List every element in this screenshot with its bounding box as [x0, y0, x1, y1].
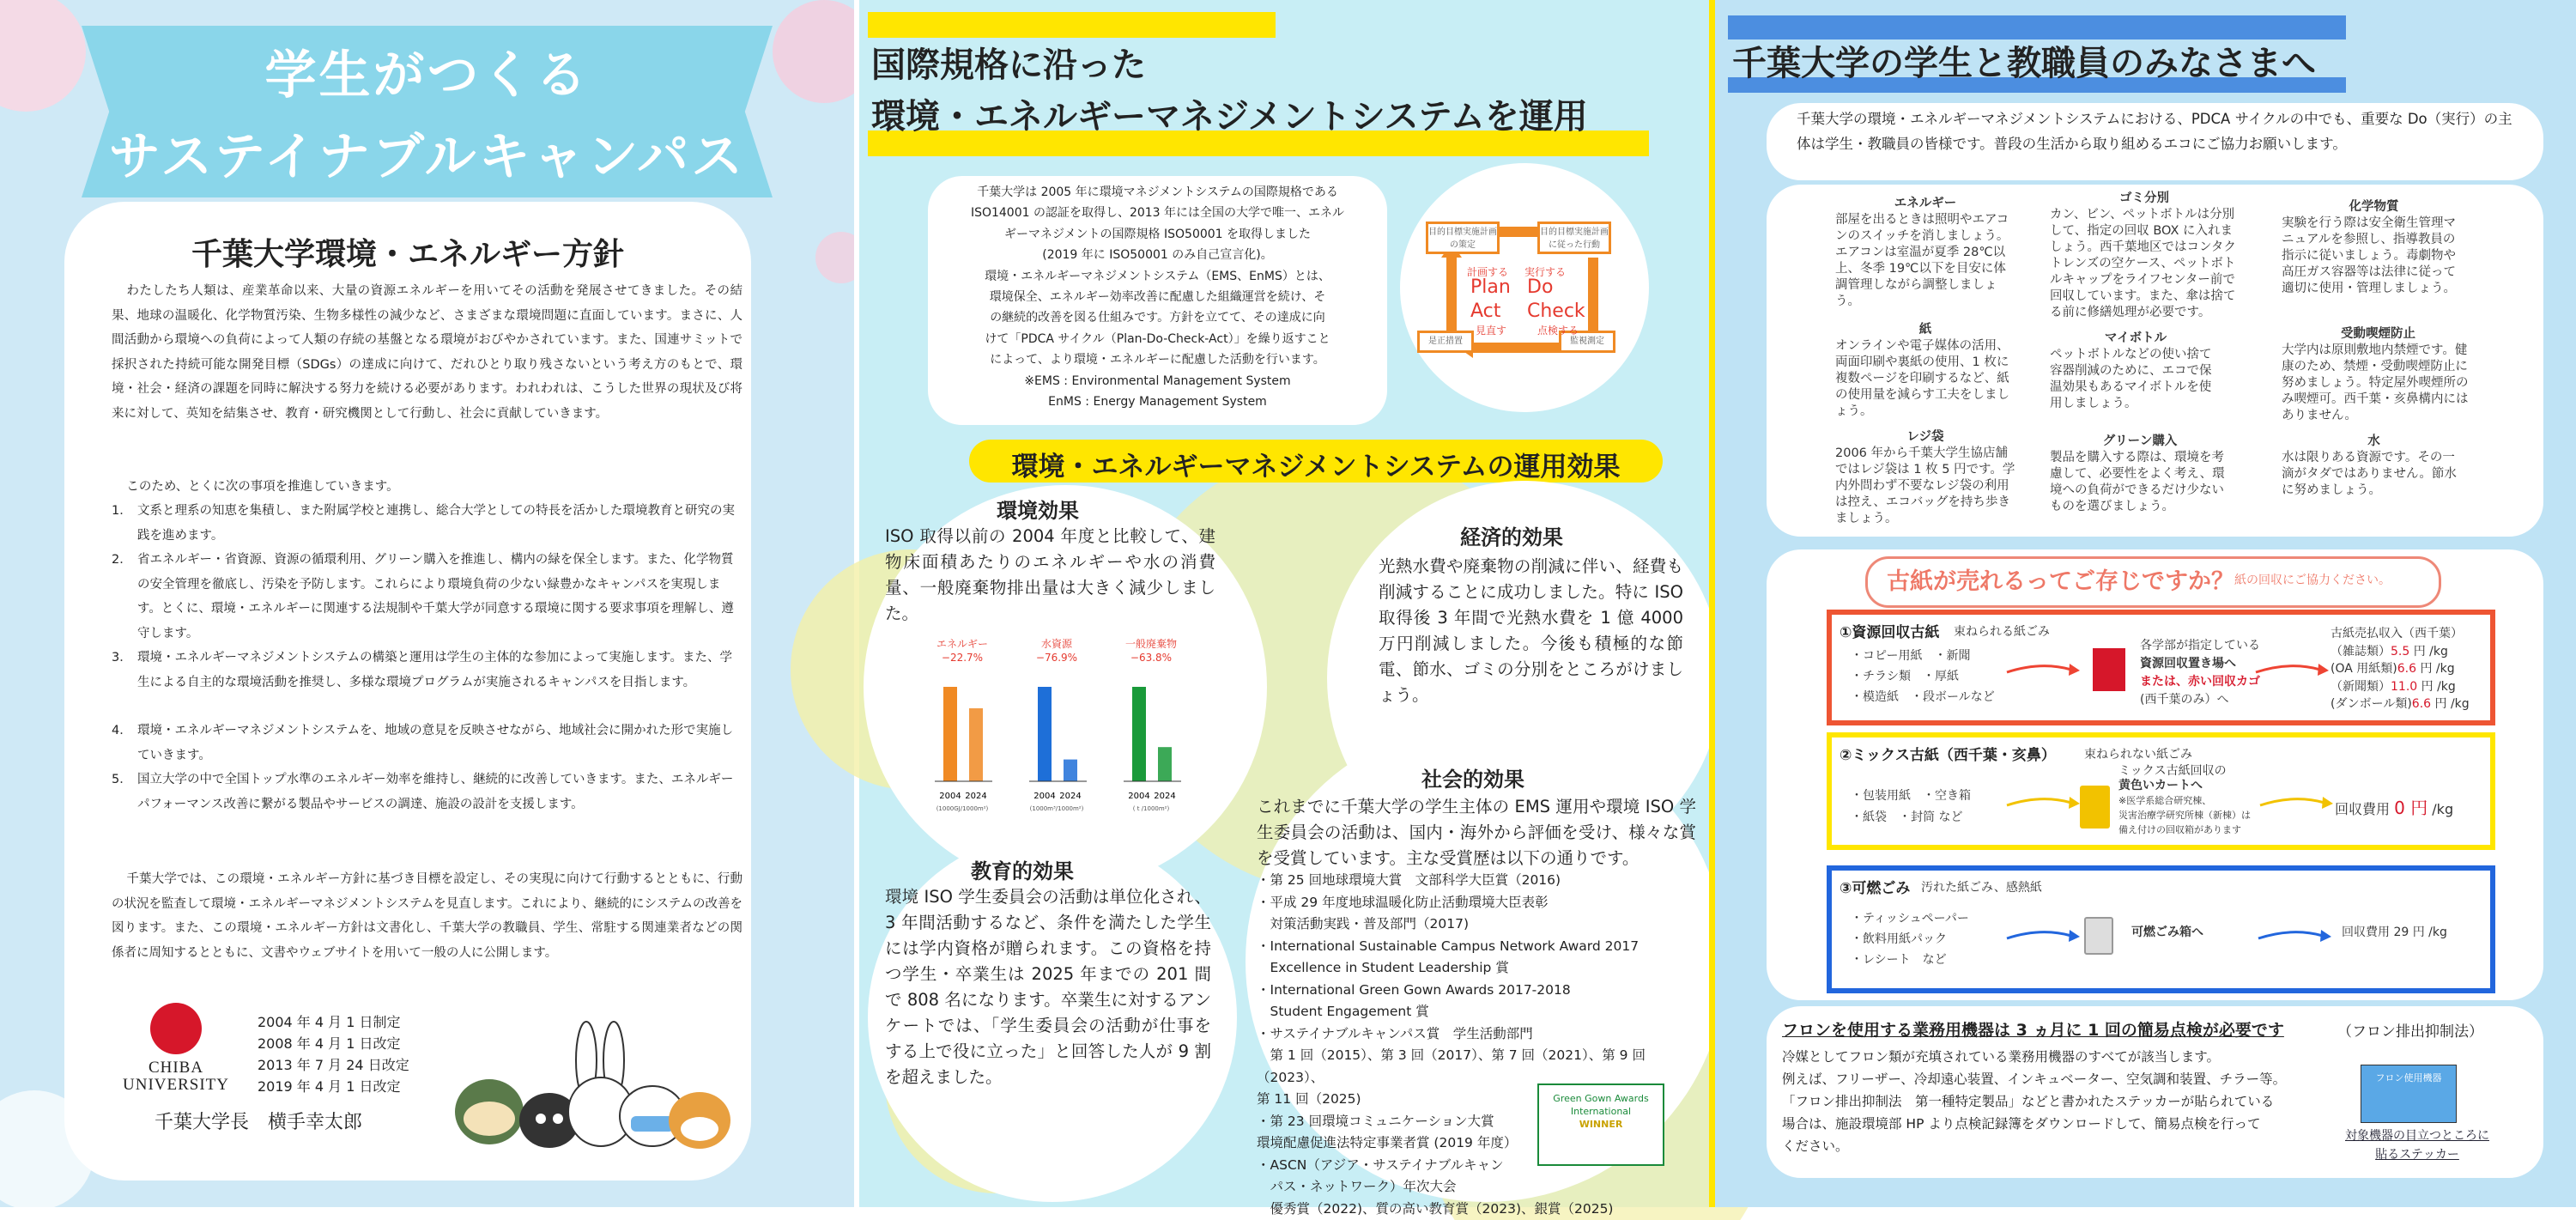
eco-tip-title: マイボトル	[2050, 331, 2221, 347]
policy-item-num: 4．	[112, 719, 132, 744]
university-seal-icon	[150, 1003, 202, 1054]
r2-item: ・包装用紙 ・空き箱	[1851, 786, 1971, 807]
r1-item: ・コピー用紙 ・新聞	[1851, 646, 1995, 666]
r2-head: ②ミックス古紙（西千葉・亥鼻）	[1840, 743, 2056, 764]
policy-item-num: 1．	[112, 499, 132, 524]
policy-intro: わたしたち人類は、産業革命以来、大量の資源エネルギーを用いてその活動を発展させてきました。その結果、地球の温暖化、化学物質汚染、生物多様性の減少など、さまざまな環境問題に直面しています。まさに、人間活動から環境への負荷によって人類の存続の基盤となる環境がおびやかされています。また、国連サミットで採択された持続可能な開発目標（SDGs）の達成に向けて、だれひとり取り残さないという考え方のもとで、環境・社会・経済の課題を同時に解決する努力を続ける必要があります。われわれは、こうした世界の現状及び将来に対して、英知を結集させ、教育・研究機関として行動し、社会に貢献していきます。	[112, 279, 742, 426]
r2-items	[1851, 786, 1971, 829]
award-line: ・サステイナブルキャンパス賞 学生活動部門	[1257, 1023, 1703, 1046]
r1-price-row: (OA 用紙類)6.6 円 /kg	[2331, 660, 2470, 678]
page-title-line-1: 国際規格に沿った	[871, 38, 1146, 87]
r1-price-row: （新聞類）11.0 円 /kg	[2331, 678, 2470, 696]
mascot-characters	[442, 1009, 734, 1155]
eco-tip-text: カン、ビン、ペットボトルは分別して、指定の回収 BOX に入れましょう。西千葉地区ではコンタクトレンズの空ケース、ペットボトルキャップをライフセンター前で回収しています。また、傘は捨てる前に修繕処理が必要です。	[2050, 208, 2236, 319]
arrow-icon	[2003, 923, 2080, 949]
r1-head: ①資源回収古紙	[1840, 620, 1939, 641]
eco-tip-title: 水	[2282, 434, 2466, 450]
policy-item-num: 5．	[112, 768, 132, 792]
eco-tip-chemicals	[2282, 199, 2466, 297]
env-effect-title: 環境効果	[997, 494, 1079, 524]
env-effect-charts	[919, 635, 1203, 816]
r3-item: ・レシート など	[1851, 950, 1969, 970]
about-line: EnMS : Energy Management System	[936, 391, 1379, 412]
r2-destination	[2118, 764, 2251, 837]
freon-sticker: フロン使用機器	[2361, 1065, 2457, 1123]
about-line: によって、より環境・エネルギーに配慮した活動を行います。	[936, 349, 1379, 370]
arrow-icon	[2254, 923, 2331, 949]
eco-tip-water	[2282, 434, 2466, 499]
r3-item: ・ティッシュペーパー	[1851, 908, 1969, 929]
award-logo-line: WINNER	[1539, 1118, 1663, 1131]
policy-item: 環境・エネルギーマネジメントシステムを、地域の意見を反映させながら、地域社会に開かれた形で実施していきます。	[137, 719, 742, 768]
eco-tip-text: 2006 年から千葉大学生協店舗ではレジ袋は 1 枚 5 円です。学内外問わず不要なレジ袋の利用は控え、エコバッグを持ち歩きましょう。	[1835, 446, 2015, 525]
about-line: 環境保全、エネルギー効率改善に配慮した組織運営を続け、そ	[936, 287, 1379, 307]
award-line: Student Engagement 賞	[1257, 1001, 1703, 1023]
freon-title: フロンを使用する業務用機器は 3 ヵ月に 1 回の簡易点検が必要です	[1782, 1017, 2284, 1041]
recycle-basket-icon	[2093, 648, 2125, 691]
eco-tip-text: 製品を購入する際は、環境を考慮して、必要性をよく考え、環境への負荷ができるだけ少ないものを選びましょう。	[2050, 451, 2225, 513]
r3-head: ③可燃ごみ	[1840, 876, 1910, 897]
policy-item: 環境・エネルギーマネジメントシステムの構築と運用は学生の主体的な参加によって実施します。また、学生による自主的な環境活動を推奨し、多様な環境プログラムが実施されるキャンパスを目指します。	[137, 646, 742, 695]
pdca-box-do: 目的目標実施計画に従った行動	[1537, 222, 1611, 254]
award-line: ・International Green Gown Awards 2017-2018	[1257, 980, 1703, 1002]
freon-title-sub: （フロン排出抑制法）	[2337, 1019, 2483, 1041]
policy-item-num: 2．	[112, 548, 132, 573]
recycle-subtitle: 紙の回収にご協力ください。	[2234, 571, 2391, 588]
env-chart-bar-2004	[1038, 687, 1052, 781]
recycle-title: 古紙が売れるってご存じですか？	[1887, 562, 2234, 596]
freon-line: 「フロン排出抑制法 第一種特定製品」などと書かれたステッカーが貼られている	[1782, 1090, 2286, 1113]
policy-closing: 千葉大学では、この環境・エネルギー方針に基づき目標を設定し、その実現に向けて行動するとともに、行動の状況を監査して環境・エネルギーマネジメントシステムを見直します。これにより、継続的にシステムの改善を図ります。また、この環境・エネルギー方針は文書化し、千葉大学の教職員、学生、常駐する関連業者などの関係者に周知するとともに、文書やウェブサイトを用いて一般の人に公開します。	[112, 867, 742, 965]
about-line: ギーマネジメントの国際規格 ISO50001 を取得しました	[936, 224, 1379, 245]
about-line: ISO14001 の認証を取得し、2013 年には全国の大学で唯一、エネル	[936, 203, 1379, 223]
econ-effect-title: 経済的効果	[1460, 520, 1563, 550]
freon-line: ください。	[1782, 1135, 2286, 1157]
policy-dates	[258, 1011, 409, 1097]
about-line: 千葉大学は 2005 年に環境マネジメントシステムの国際規格である	[936, 182, 1379, 203]
env-chart-label: エネルギー	[936, 638, 988, 650]
eco-tip-mybottle	[2050, 331, 2221, 412]
policy-panel	[0, 0, 854, 1207]
eco-tip-title: レジ袋	[1835, 429, 2015, 446]
arrow-icon	[2252, 657, 2329, 683]
edu-effect-text: 環境 ISO 学生委員会の活動は単位化され、3 年間活動するなど、条件を満たした学生には学内資格が贈られます。この資格を持つ学生・卒業生は 2025 年までの 201 間で 808 名になります。卒業生に対するアンケートでは、「学生委員会の活動が仕事をする上で役に立った」と回答した人が 9 割を超えました。	[885, 884, 1211, 1090]
env-chart-bar-2024	[1064, 760, 1077, 781]
caption-line: 対象機器の目立つところに	[2331, 1126, 2503, 1145]
eco-tip-title: 紙	[1835, 322, 2015, 338]
logo-line-2: UNIVERSITY	[116, 1077, 236, 1094]
env-chart-change: −22.7%	[942, 652, 983, 664]
r1-price-row: (ダンボール類)6.6 円 /kg	[2331, 695, 2470, 713]
panel-divider	[1709, 0, 1715, 1207]
eco-tip-text: 水は限りある資源です。その一滴がタダではありません。節水に努めましょう。	[2282, 451, 2457, 497]
econ-effect-text: 光熱水費や廃棄物の削減に伴い、経費も削減することに成功しました。特に ISO 取得後 3 年間で光熱水費を 1 億 4000 万円削減しました。今後も積極的な節電、節水、ゴミの分別をところがけましょう。	[1379, 554, 1683, 708]
r1-dest-line: (西千葉のみ）へ	[2140, 691, 2260, 709]
r2-dest-line: ミックス古紙回収の	[2118, 764, 2251, 779]
policy-item: 文系と理系の知恵を集積し、また附属学校と連携し、総合大学としての特長を活かした環境教育と研究の実践を進めます。	[137, 499, 742, 548]
eco-tip-sorting	[2050, 191, 2239, 321]
pdca-plan: Plan	[1470, 276, 1511, 298]
university-logo	[116, 1059, 236, 1094]
r1-item: ・チラシ類 ・厚紙	[1851, 666, 1995, 687]
eco-tip-paper	[1835, 322, 2015, 420]
banner-line-2: サステイナブルキャンパス	[82, 116, 773, 190]
about-line: の継続的改善を図る仕組みです。方針を立てて、その達成に向	[936, 307, 1379, 328]
eco-tip-text: 大学内は原則敷地内禁煙です。健康のため、禁煙・受動喫煙防止に努めましょう。特定屋外喫煙所のみ喫煙可。西千葉・亥鼻構内にはありません。	[2282, 343, 2469, 422]
policy-lead: このため、とくに次の事項を推進していきます。	[112, 475, 742, 500]
about-line: ※EMS : Environmental Management System	[936, 371, 1379, 391]
r1-items	[1851, 646, 1995, 707]
award-line: Excellence in Student Leadership 賞	[1257, 957, 1703, 980]
r3-item: ・飲料用紙パック	[1851, 929, 1969, 950]
award-line: 第 11 回（2025)	[1257, 1089, 1703, 1111]
edu-effect-title: 教育的効果	[971, 854, 1074, 884]
pdca-check: Check	[1527, 300, 1585, 322]
award-line: パス・ネットワーク）年次大会	[1257, 1176, 1549, 1199]
policy-title: 千葉大学環境・エネルギー方針	[64, 230, 751, 274]
page-title: 千葉大学の学生と教職員のみなさまへ	[1732, 36, 2316, 85]
env-chart-label: 一般廃棄物	[1125, 637, 1177, 650]
date-line: 2008 年 4 月 1 日改定	[258, 1033, 409, 1054]
r1-dest-line: 資源回収置き場へ	[2140, 655, 2260, 673]
env-chart-frame	[1018, 670, 1100, 790]
caption-line: 貼るステッカー	[2331, 1145, 2503, 1164]
request-panel	[1715, 0, 2576, 1207]
date-line: 2019 年 4 月 1 日改定	[258, 1076, 409, 1097]
pdca-box-check: 監視測定	[1559, 331, 1615, 353]
pdca-do: Do	[1527, 276, 1553, 298]
pdca-arrows	[1400, 163, 1649, 412]
eco-tip-energy	[1835, 196, 2015, 310]
pdca-do-ja: 実行する	[1524, 264, 1566, 279]
policy-item: 国立大学の中で全国トップ水準のエネルギー効率を維持し、継続的に改善していきます。また、エネルギーパフォーマンス改善に繋がる製品やサービスの調達、施設の設計を支援します。	[137, 768, 742, 816]
env-chart-unit: ( t /1000m²)	[1133, 805, 1170, 812]
r1-destination	[2140, 637, 2260, 709]
r1-dest-line: または、赤い回収カゴ	[2140, 673, 2260, 691]
arrow-icon	[2003, 657, 2080, 683]
env-chart-year: 2004	[1128, 792, 1149, 801]
date-line: 2004 年 4 月 1 日制定	[258, 1011, 409, 1033]
eco-tip-title: ゴミ分別	[2050, 191, 2239, 207]
env-chart-unit: (1000GJ/1000m²)	[936, 805, 989, 812]
award-line: ・International Sustainable Campus Network Award 2017	[1257, 936, 1703, 958]
pdca-act: Act	[1470, 300, 1500, 322]
r1-price-row: （雑誌類）5.5 円 /kg	[2331, 643, 2470, 661]
env-chart-bar-2004	[943, 687, 957, 781]
award-line: ・ASCN（アジア・サステイナブルキャン	[1257, 1155, 1549, 1177]
r3-price: 回収費用 29 円 /kg	[2342, 923, 2447, 940]
logo-line-1: CHIBA	[116, 1059, 236, 1077]
pdca-check-ja: 点検する	[1537, 323, 1579, 337]
eco-tip-title: 受動喫煙防止	[2282, 326, 2475, 343]
award-line: ・平成 29 年度地球温暖化防止活動環境大臣表彰	[1257, 892, 1703, 914]
president-signature: 千葉大学長 横手幸太郎	[155, 1108, 362, 1134]
award-logo-line: Green Gown Awards	[1539, 1092, 1663, 1105]
date-line: 2013 年 7 月 24 日改定	[258, 1054, 409, 1076]
ems-about-text	[936, 182, 1379, 412]
freon-text	[1782, 1046, 2286, 1157]
r2-dest-line: 黄色いカートへ	[2118, 779, 2251, 793]
r3-destination: 可燃ごみ箱へ	[2131, 923, 2203, 940]
banner-line-1: 学生がつくる	[82, 34, 773, 108]
env-chart-year: 2024	[965, 792, 986, 801]
env-chart-frame	[1112, 670, 1194, 790]
pdca-act-ja: 見直す	[1476, 323, 1506, 337]
r2-head-sub: 束ねられない紙ごみ	[2084, 745, 2192, 762]
pdca-box-plan: 目的目標実施計画の策定	[1426, 222, 1500, 254]
r2-dest-line: ※医学系総合研究棟、	[2118, 793, 2251, 808]
r2-dest-line: 備え付けの回収箱があります	[2118, 822, 2251, 837]
eco-tip-bags	[1835, 429, 2015, 527]
eco-tip-text: 実験を行う際は安全衛生管理マニュアルを参照し、指導教員の指示に従いましょう。毒劇物や高圧ガス容器等は法律に従って適切に使用・管理しましょう。	[2282, 216, 2456, 295]
eco-tip-text: ペットボトルなどの使い捨て容器削減のために、エコで保温効果もあるマイボトルを使用しましょう。	[2050, 348, 2212, 410]
policy-item-num: 3．	[112, 646, 132, 671]
env-chart-bar-2024	[1158, 747, 1172, 781]
eco-tip-title: グリーン購入	[2050, 434, 2230, 450]
eco-tip-text: オンラインや電子媒体の活用、両面印刷や裏紙の使用、1 枚に複数ページを印刷するなど、紙の使用量を減らす工夫をしましょう。	[1835, 339, 2009, 418]
pdca-box-act: 是正措置	[1417, 331, 1474, 353]
eco-tip-text: 部屋を出るときは照明やエアコンのスイッチを消しましょう。エアコンは室温が夏季 28℃以上、冬季 19℃以下を目安に体調管理しながら調整しましょう。	[1835, 213, 2009, 308]
arrow-icon	[2256, 790, 2333, 816]
freon-sticker-caption	[2331, 1126, 2503, 1164]
eco-tip-title: 化学物質	[2282, 199, 2466, 215]
award-line: 環境配慮促進法特定事業者賞 (2019 年度）	[1257, 1132, 1549, 1155]
policy-item: 省エネルギー・省資源、資源の循環利用、グリーン購入を推進し、構内の緑を保全します。また、化学物質の安全管理を徹底し、汚染を予防します。これらにより環境負荷の少ない緑豊かなキャンパスを実現します。とくに、環境・エネルギーに関連する法規制や千葉大学が同意する環境に関する要求事項を理解し、遵守します。	[137, 548, 742, 646]
social-effect-text: これまでに千葉大学の学生主体の EMS 運用や環境 ISO 学生委員会の活動は、国内・海外から評価を受け、様々な賞を受賞しています。主な受賞歴は以下の通りです。	[1257, 794, 1696, 871]
award-line: 対策活動実践・普及部門（2017)	[1257, 913, 1703, 936]
award-line: ・第 25 回地球環境大賞 文部科学大臣賞（2016)	[1257, 870, 1703, 892]
intro-text: 千葉大学の環境・エネルギーマネジメントシステムにおける、PDCA サイクルの中でも、重要な Do（実行）の主体は学生・教職員の皆様です。普段の生活から取り組めるエコにご協力お願いします。	[1797, 107, 2518, 156]
r1-item: ・模造紙 ・段ボールなど	[1851, 687, 1995, 707]
title-highlight	[868, 12, 1276, 38]
env-chart-change: −76.9%	[1036, 652, 1077, 664]
ems-panel	[859, 0, 1709, 1207]
r1-price-head: 古紙売払収入（西千葉）	[2331, 625, 2470, 643]
r1-head-sub: 束ねられる紙ごみ	[1954, 622, 2050, 640]
page-title-line-2: 環境・エネルギーマネジメントシステムを運用	[871, 89, 1588, 138]
pdca-plan-ja: 計画する	[1467, 264, 1508, 279]
eco-tip-smoking	[2282, 326, 2475, 424]
freon-line: 冷媒としてフロン類が充填されている業務用機器のすべてが該当します。	[1782, 1046, 2286, 1068]
awards-list	[1257, 870, 1703, 1220]
r3-head-sub: 汚れた紙ごみ、感熱紙	[1921, 878, 2042, 895]
eco-tip-green	[2050, 434, 2230, 515]
env-chart-unit: (1000m³/1000m²)	[1030, 805, 1084, 812]
social-effect-title: 社会的効果	[1421, 762, 1524, 792]
r2-item: ・紙袋 ・封筒 など	[1851, 807, 1971, 829]
env-chart-bar-2024	[969, 708, 983, 781]
env-chart-frame	[924, 670, 1005, 790]
r1-dest-line: 各学部が指定している	[2140, 637, 2260, 655]
env-chart-bar-2004	[1132, 687, 1146, 781]
about-line: けて「PDCA サイクル（Plan-Do-Check-Act）」を繰り返すこと	[936, 329, 1379, 349]
r1-prices	[2331, 625, 2470, 713]
arrow-icon	[2003, 790, 2080, 816]
about-line: 環境・エネルギーマネジメントシステム（EMS、EnMS）とは、	[936, 266, 1379, 287]
award-line: 優秀賞（2022)、質の高い教育賞（2023)、銀賞（2025)	[1257, 1199, 1703, 1220]
award-logo-line: International	[1539, 1105, 1663, 1118]
trash-can-icon	[2084, 917, 2113, 955]
freon-line: 場合は、施設環境部 HP より点検記録簿をダウンロードして、簡易点検を行って	[1782, 1113, 2286, 1135]
yellow-cart-icon	[2080, 786, 2110, 829]
award-logo	[1537, 1083, 1664, 1166]
env-chart-change: −63.8%	[1130, 652, 1172, 664]
env-effect-text: ISO 取得以前の 2004 年度と比較して、建物床面積あたりのエネルギーや水の消費量、一般廃棄物排出量は大きく減少しました。	[885, 524, 1215, 627]
env-chart-label: 水資源	[1041, 637, 1073, 650]
r2-dest-line: 災害治療学研究所棟（新棟）は	[2118, 808, 2251, 822]
freon-line: 例えば、フリーザー、冷却遠心装置、インキュベーター、空気調和装置、チラー等。	[1782, 1068, 2286, 1090]
effects-title: 環境・エネルギーマネジメントシステムの運用効果	[969, 445, 1663, 483]
eco-tip-title: エネルギー	[1835, 196, 2015, 212]
env-chart-year: 2004	[1033, 792, 1055, 801]
r3-items	[1851, 908, 1969, 970]
about-line: (2019 年に ISO50001 のみ自己宣言化)。	[936, 245, 1379, 265]
env-chart-year: 2024	[1154, 792, 1175, 801]
env-chart-year: 2004	[939, 792, 961, 801]
award-line: ・第 23 回環境コミュニケーション大賞	[1257, 1111, 1549, 1133]
env-chart-year: 2024	[1059, 792, 1081, 801]
r2-price: 回収費用 0 円 /kg	[2335, 794, 2453, 819]
award-line: 第 1 回（2015）、第 3 回（2017）、第 7 回（2021）、第 9 回（2023）、	[1257, 1045, 1703, 1089]
